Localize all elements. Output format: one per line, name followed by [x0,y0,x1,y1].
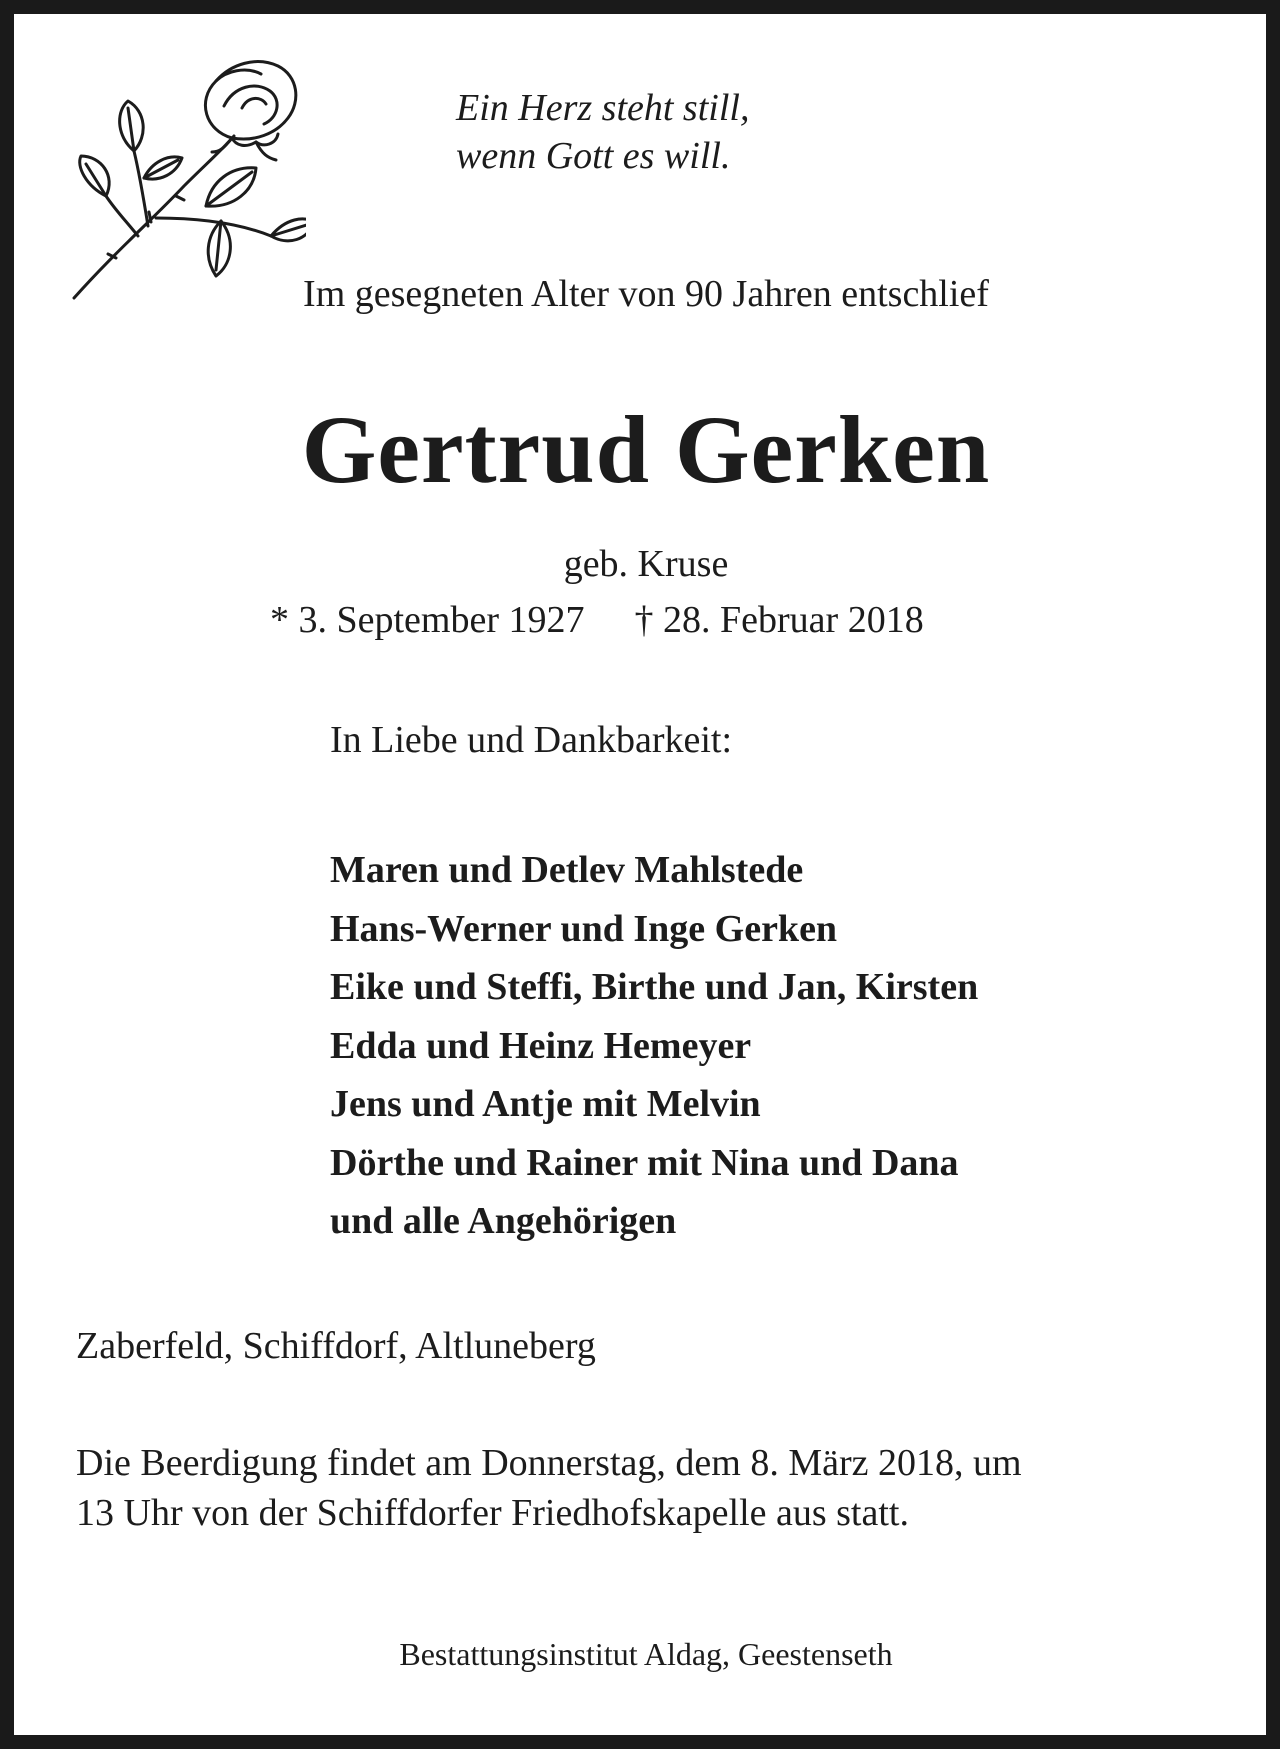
life-dates [270,598,924,642]
obituary-notice [14,14,1266,1735]
deceased-name: Gertrud Gerken [301,396,991,503]
funeral-line-2: 13 Uhr von der Schiffdorfer Friedhofskapelle aus statt. [76,1492,909,1534]
mourner-line: und alle Angehörigen [330,1200,677,1242]
motto-line-2: wenn Gott es will. [456,135,731,177]
mourner-line: Jens und Antje mit Melvin [330,1083,761,1125]
funeral-info [76,1438,1022,1538]
mourner-line: Maren und Detlev Mahlstede [330,849,804,891]
mourner-line: Dörthe und Rainer mit Nina und Dana [330,1141,959,1184]
funeral-line-1: Die Beerdigung findet am Donnerstag, dem 8. März 2018, um [76,1442,1022,1484]
maiden-name: geb. Kruse [563,543,729,585]
places-text: Zaberfeld, Schiffdorf, Altluneberg [76,1325,596,1367]
motto-line-1: Ein Herz steht still, [456,87,750,129]
intro-text: Im gesegneten Alter von 90 Jahren entschlief [303,273,989,315]
rose-icon [56,36,306,306]
mourner-line: Eike und Steffi, Birthe und Jan, Kirsten [330,966,979,1008]
undertaker-text: Bestattungsinstitut Aldag, Geestenseth [399,1636,893,1672]
birth-date: * 3. September 1927 [270,599,585,641]
death-date: † 28. Februar 2018 [634,599,924,641]
mourners-list [330,841,978,1251]
dedication-text: In Liebe und Dankbarkeit: [330,719,733,761]
motto [456,84,749,180]
mourner-line: Edda und Heinz Hemeyer [330,1024,752,1067]
mourner-line: Hans-Werner und Inge Gerken [330,907,838,950]
